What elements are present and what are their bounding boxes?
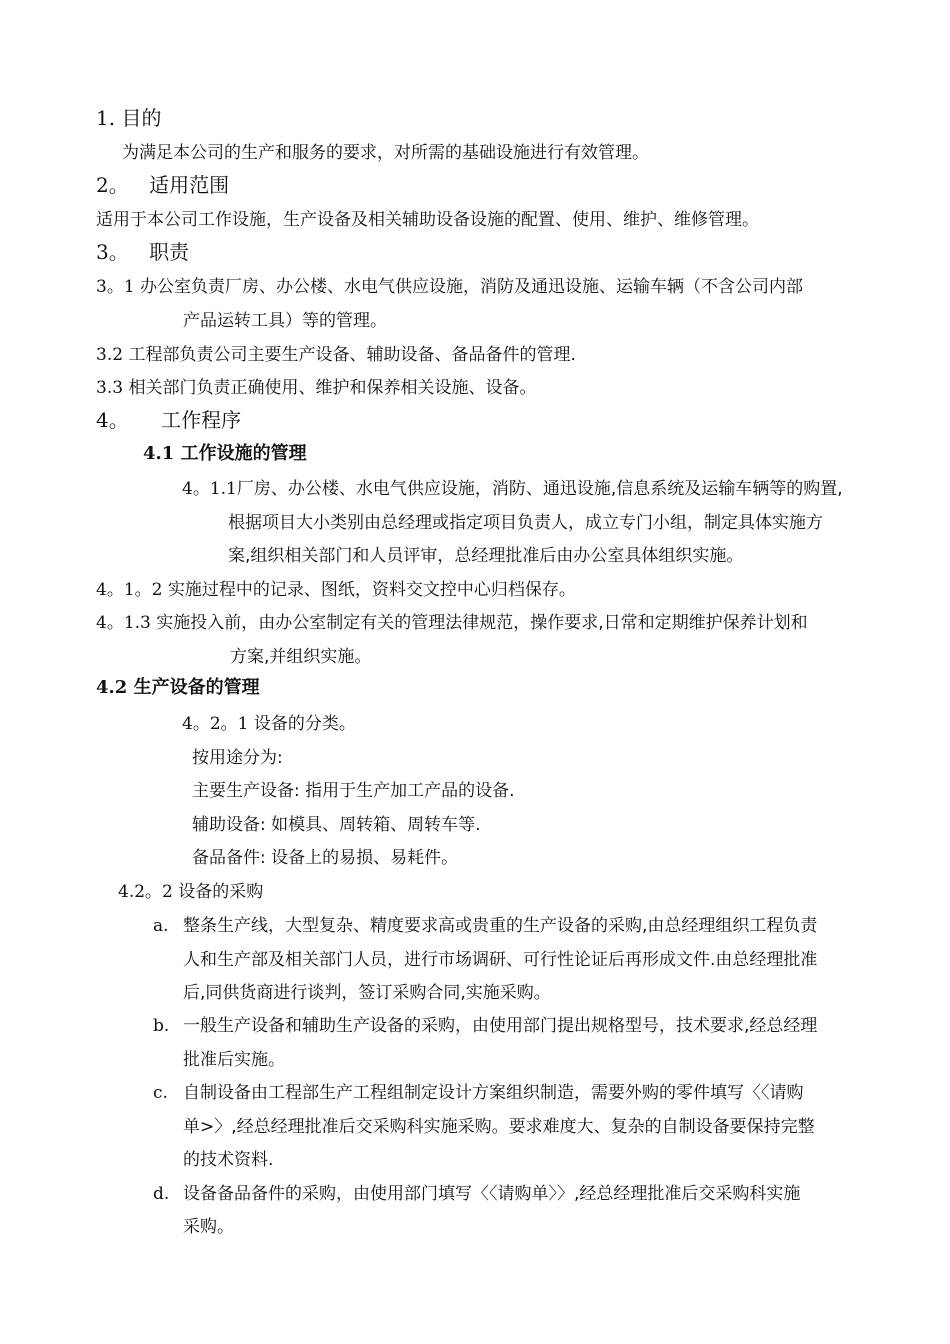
list-item-c-line: 的技术资料. xyxy=(183,1150,274,1170)
section-title: 目的 xyxy=(121,106,162,130)
clause-number: 3.3 xyxy=(96,378,124,398)
clause-text: 厂房、办公楼、水电气供应设施，消防、通迅设施,信息系统及运输车辆等的购置, xyxy=(236,479,843,499)
list-item-d-line: 采购。 xyxy=(183,1217,234,1237)
section-number: 4。 xyxy=(96,408,129,432)
section-4-heading xyxy=(96,406,241,434)
classification-main: 主要生产设备: 指用于生产加工产品的设备. xyxy=(192,781,515,801)
clause-text: 工程部负责公司主要生产设备、辅助设备、备品备件的管理. xyxy=(128,345,576,365)
subsection-number: 4.2 xyxy=(96,677,128,698)
list-item-a-label: a. xyxy=(153,916,169,936)
list-item-b-line: 一般生产设备和辅助生产设备的采购，由使用部门提出规格型号，技术要求,经总经理 xyxy=(183,1016,818,1036)
clause-number: 3。1 xyxy=(96,277,135,297)
clause-4-2-2 xyxy=(118,880,263,904)
list-item-c-label: c. xyxy=(153,1083,168,1103)
clause-number: 4。2。1 xyxy=(182,714,249,734)
list-item-d-label: d. xyxy=(153,1184,170,1204)
clause-number: 4。1.3 xyxy=(96,613,151,633)
clause-3-2 xyxy=(96,343,576,367)
clause-text: 实施过程中的记录、图纸，资料交文控中心归档保存。 xyxy=(167,580,576,600)
section-1-heading xyxy=(96,104,161,132)
section-number: 2。 xyxy=(96,173,129,197)
section-number: 3。 xyxy=(96,240,129,264)
clause-4-1-1-cont-1: 根据项目大小类别由总经理或指定项目负责人，成立专门小组，制定具体实施方 xyxy=(228,513,823,533)
classification-spares: 备品备件: 设备上的易损、易耗件。 xyxy=(192,848,459,868)
section-1-text: 为满足本公司的生产和服务的要求，对所需的基础设施进行有效管理。 xyxy=(122,143,649,163)
subsection-title: 生产设备的管理 xyxy=(133,677,260,698)
clause-text: 设备的分类。 xyxy=(253,714,356,734)
clause-number: 3.2 xyxy=(96,345,124,365)
clause-number: 4。1。2 xyxy=(96,580,163,600)
list-item-c-line: 自制设备由工程部生产工程组制定设计方案组织制造，需要外购的零件填写〈〈请购 xyxy=(183,1083,804,1103)
clause-text: 办公室负责厂房、办公楼、水电气供应设施，消防及通迅设施、运输车辆（不含公司内部 xyxy=(140,277,804,297)
list-item-a-line: 人和生产部及相关部门人员，进行市场调研、可行性论证后再形成文件.由总经理批准 xyxy=(183,950,818,970)
section-title: 适用范围 xyxy=(149,173,230,197)
section-number: 1. xyxy=(96,106,116,130)
section-title: 工作程序 xyxy=(161,408,242,432)
subsection-number: 4.1 xyxy=(143,443,175,464)
classification-intro: 按用途分为: xyxy=(192,748,283,768)
clause-3-3 xyxy=(96,376,536,400)
section-2-heading xyxy=(96,171,229,199)
subsection-4-2-heading xyxy=(96,676,260,700)
clause-4-1-1 xyxy=(182,477,843,501)
clause-text: 设备的采购 xyxy=(178,882,264,902)
list-item-a-line: 整条生产线，大型复杂、精度要求高或贵重的生产设备的采购,由总经理组织工程负责 xyxy=(183,916,818,936)
subsection-4-1-heading xyxy=(143,442,307,466)
clause-4-1-1-cont-2: 案,组织相关部门和人员评审，总经理批准后由办公室具体组织实施。 xyxy=(228,546,744,566)
clause-3-1-cont: 产品运转工具）等的管理。 xyxy=(183,311,387,331)
list-item-d-line: 设备备品备件的采购，由使用部门填写〈〈请购单〉〉,经总经理批准后交采购科实施 xyxy=(183,1184,801,1204)
clause-4-1-3-cont: 方案,并组织实施。 xyxy=(230,647,372,667)
clause-number: 4.2。2 xyxy=(118,882,173,902)
list-item-a-line: 后,同供货商进行谈判，签订采购合同,实施采购。 xyxy=(183,983,551,1003)
list-item-b-label: b. xyxy=(153,1016,170,1036)
subsection-title: 工作设施的管理 xyxy=(180,443,307,464)
clause-text: 实施投入前，由办公室制定有关的管理法律规范，操作要求,日常和定期维护保养计划和 xyxy=(156,613,808,633)
clause-3-1 xyxy=(96,275,803,299)
clause-4-1-3 xyxy=(96,611,808,635)
section-3-heading xyxy=(96,238,189,266)
list-item-b-line: 批准后实施。 xyxy=(183,1050,285,1070)
clause-4-2-1 xyxy=(182,712,356,736)
clause-4-1-2 xyxy=(96,578,576,602)
list-item-c-line: 单>〉,经总经理批准后交采购科实施采购。要求难度大、复杂的自制设备要保持完整 xyxy=(183,1117,815,1137)
classification-auxiliary: 辅助设备: 如模具、周转箱、周转车等. xyxy=(192,815,481,835)
section-2-text: 适用于本公司工作设施，生产设备及相关辅助设备设施的配置、使用、维护、维修管理。 xyxy=(96,210,759,230)
clause-number: 4。1.1 xyxy=(182,479,237,499)
clause-text: 相关部门负责正确使用、维护和保养相关设施、设备。 xyxy=(128,378,537,398)
section-title: 职责 xyxy=(149,240,190,264)
